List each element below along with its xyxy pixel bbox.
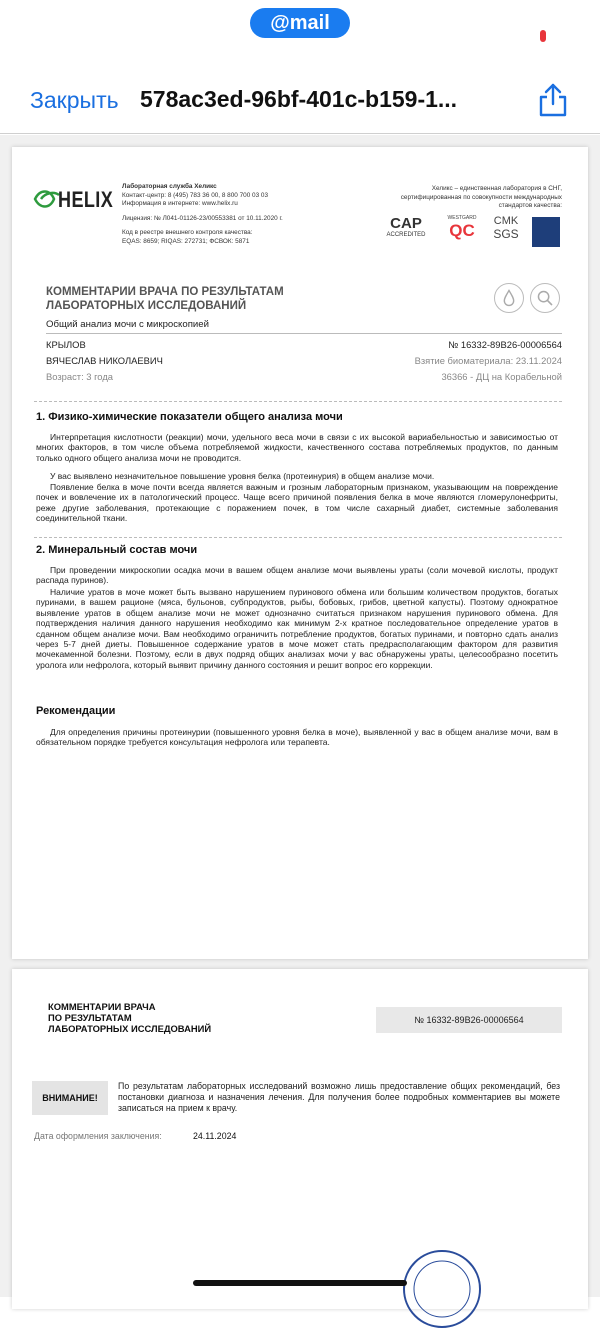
search-icon (530, 283, 560, 313)
recommendations-paragraph: Для определения причины протеинурии (повышенного уровня белка в моче), выявленной у вас в общем анализе мочи, вам в обязательном порядке требуется консультация нефролога или терапевта. (36, 727, 558, 748)
page-2-title-line: ПО РЕЗУЛЬТАТАМ (48, 1012, 132, 1023)
report-title-line: ЛАБОРАТОРНЫХ ИССЛЕДОВАНИЙ (46, 300, 247, 312)
patient-surname: КРЫЛОВ (46, 339, 86, 350)
lab-quality-code: Код в реестре внешнего контроля качества: (122, 229, 253, 237)
qc-label: QC (449, 221, 475, 240)
report-title-line: КОММЕНТАРИИ ВРАЧА ПО РЕЗУЛЬТАТАМ (46, 286, 284, 298)
document-viewer[interactable] (0, 135, 600, 1297)
section-1-title: 1. Физико-химические показатели общего анализа мочи (36, 411, 343, 423)
drop-icon (494, 283, 524, 313)
cap-sub-label: ACCREDITED (386, 232, 426, 238)
conclusion-date-value: 24.11.2024 (193, 1131, 237, 1141)
section-1-paragraph: Появление белка в моче почти всегда является важным и грозным лабораторным признаком, указывающим на повреждение почек и вовлечение их в патологический процесс. Чаще всего причиной появления белка в моче являются гломерулонефриты, реже другие заболевания, протекающие с поражением почек, в том числе сахарный диабет, системные заболевания соединительной ткани. (36, 482, 558, 524)
section-1-paragraph: У вас выявлено незначительное повышение уровня белка (протеинурия) в общем анализе мочи. (50, 471, 435, 481)
section-divider (34, 537, 562, 538)
page-2-title (48, 1001, 211, 1034)
cert-line: стандартов качества: (498, 202, 562, 210)
section-2-paragraph: Наличие уратов в моче может быть вызвано нарушением пуринового обмена или большим количеством продуктов, богатых пуринами, в вашем рационе (мяса, бульонов, субпродуктов, рыбы, бобовых, грибов, цветной капусты). Поэтому однократное выявление уратов в общем анализе мочи не может однозначно считаться признаком нарушения пуринового обмена. Для подтверждения наличия данного нарушения необходимо как минимум 2-х кратное последовательное определение уратов в сданном общем анализе мочи. Вам необходимо ограничить потребление продуктов, богатых пуринами, и повторно сдать анализ через 5-7 дней диеты. Повышенное содержание уратов в моче может стать предрасполагающим фактором для развития мочекаменной болезни. Поэтому, если в двух подряд общих анализах мочи у вас обнаружены ураты, целесообразно посетить уролога или нефролога, который выявит причину данного состояния и решит вопрос его коррекции. (36, 587, 558, 670)
section-1-paragraph: Интерпретация кислотности (реакции) мочи, удельного веса мочи в связи с их высокой вариабельностью и зависимостью от многих факторов, в том числе объема потребляемой жидкости, качественного состава потребляемых продуктов, по данным только одного общего анализа мочи не проводится. (36, 432, 558, 463)
cert-line: Хеликс – единственная лаборатория в СНГ, (431, 185, 562, 192)
cmk-label: CMK (493, 215, 519, 227)
global-standard-logo (532, 217, 560, 247)
cap-accredited-logo (378, 215, 434, 249)
westgard-qc-logo (442, 215, 482, 249)
recording-indicator (540, 30, 546, 42)
header-divider (46, 333, 562, 334)
analysis-name: Общий анализ мочи с микроскопией (46, 319, 209, 330)
lab-info (122, 183, 322, 247)
westgard-label: WESTGARD (447, 215, 477, 221)
nav-bar (0, 60, 600, 134)
share-icon[interactable] (536, 82, 570, 118)
lab-quality-values: EQAS: 8659; RIQAS: 272731; ФСВОК: 5871 (122, 237, 250, 245)
report-title (46, 285, 284, 313)
section-2-paragraph: При проведении микроскопии осадка мочи в вашем общем анализе мочи выявлены ураты (соли мочевой кислоты, продукт распада пуринов). (36, 565, 558, 586)
attention-text: По результатам лабораторных исследований возможно лишь предоставление общих рекомендаций, без постановки диагноза и назначения лечения. Для получения более подробных комментариев вы можете записаться на прием к врачу. (118, 1081, 560, 1113)
page-2-title-line: КОММЕНТАРИИ ВРАЧА (48, 1001, 156, 1012)
page-2-title-line: ЛАБОРАТОРНЫХ ИССЛЕДОВАНИЙ (48, 1023, 212, 1034)
attention-badge: ВНИМАНИЕ! (32, 1081, 108, 1115)
sample-date: Взятие биоматериала: 23.11.2024 (414, 355, 562, 366)
patient-age: Возраст: 3 года (46, 371, 114, 382)
document-title: 578ac3ed-96bf-401c-b159-1... (140, 86, 458, 112)
cert-line: сертифицированная по совокупности международных (400, 193, 562, 201)
patient-given-names: ВЯЧЕСЛАВ НИКОЛАЕВИЧ (46, 355, 163, 366)
page-2-order-number: № 16332-89B26-00006564 (376, 1007, 562, 1033)
cmk-sgs-logo (490, 215, 522, 249)
lab-name: Лабораторная служба Хеликс (122, 183, 217, 190)
medical-center: 36366 - ДЦ на Корабельной (441, 371, 562, 382)
document-page-2 (12, 969, 588, 1309)
section-2-title: 2. Минеральный состав мочи (36, 544, 198, 556)
section-divider (34, 401, 562, 402)
order-number: № 16332-89B26-00006564 (448, 339, 562, 350)
recommendations-title: Рекомендации (36, 705, 116, 717)
sgs-label: SGS (493, 227, 519, 241)
conclusion-date-label: Дата оформления заключения: (34, 1131, 162, 1141)
certification-logos (378, 215, 562, 249)
company-stamp-icon (402, 1249, 482, 1329)
home-indicator[interactable] (193, 1280, 407, 1286)
cap-label: CAP (390, 215, 422, 232)
helix-logo-text: HELIX (58, 187, 114, 212)
mail-indicator-pill[interactable]: @mail (250, 8, 350, 38)
close-button[interactable]: Закрыть (30, 87, 119, 113)
document-page-1 (12, 147, 588, 959)
status-bar (0, 0, 600, 48)
lab-website: Информация в интернете: www.helix.ru (122, 200, 238, 208)
lab-license: Лицензия: № Л041-01126-23/00553381 от 10.11.2020 г. (122, 214, 283, 222)
lab-contact: Контакт-центр: 8 (495) 783 36 00, 8 800 700 03 03 (122, 191, 269, 199)
certification-note (372, 185, 562, 211)
